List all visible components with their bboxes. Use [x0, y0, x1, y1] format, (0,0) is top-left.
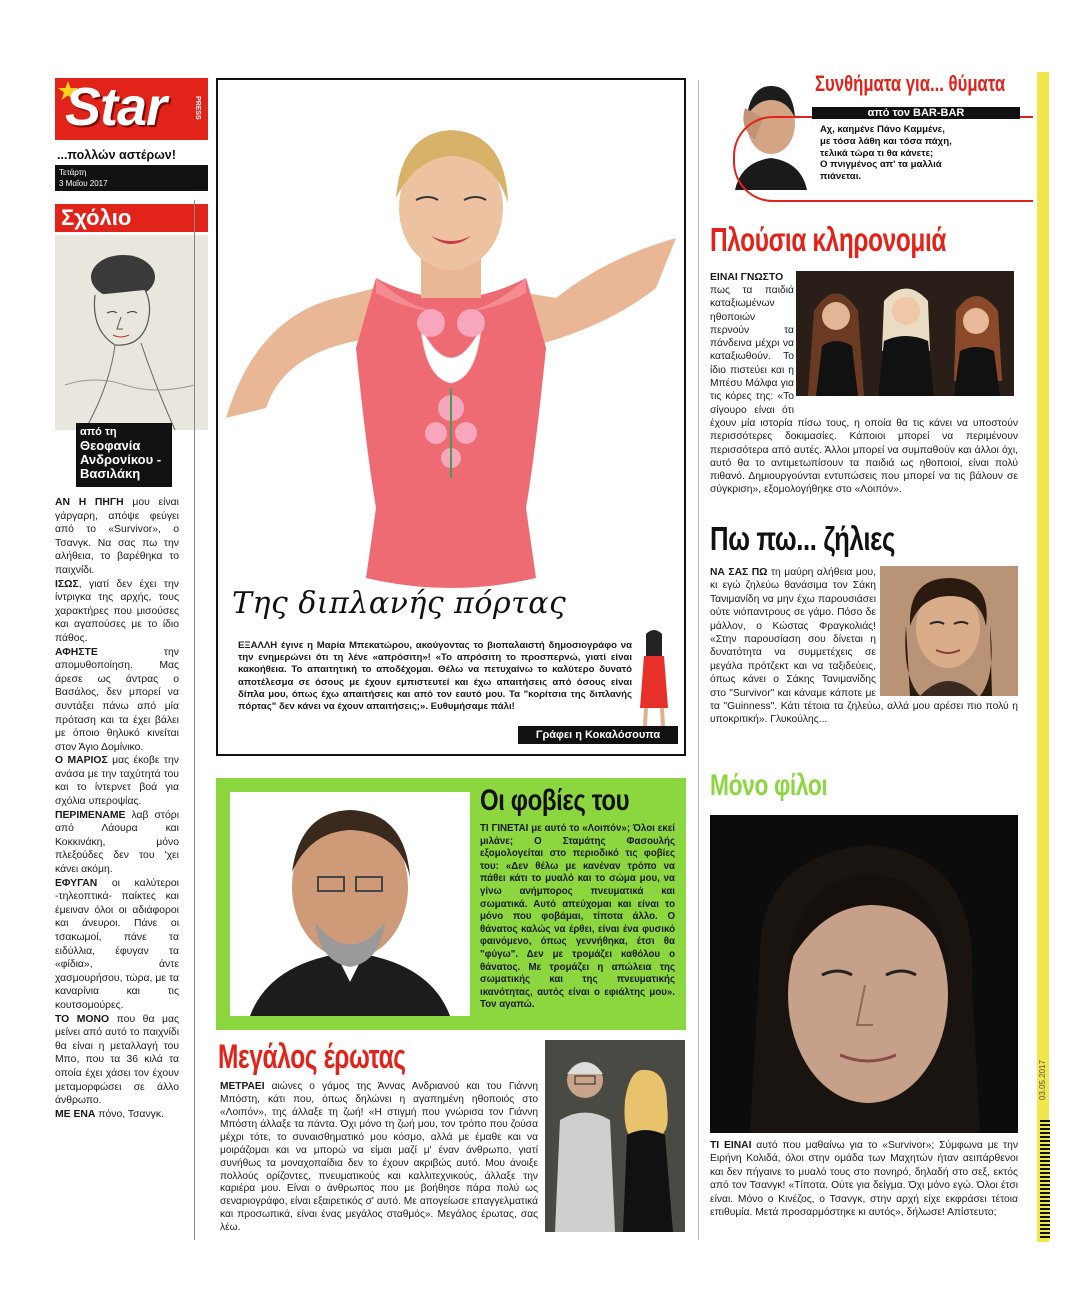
phobias-lead: ΤΙ ΓΙΝΕΤΑΙ [480, 823, 529, 834]
sidebar-paragraph: ΤΟ ΜΟΝΟ που θα μας μείνει από αυτό το παιχνίδι θα είναι η μεταλλαγή του Μπο, που τα 36 κιλά τα οποία έχει χάσει τον έχουν μεταμορφώσει σε άλλο άνθρωπο. [55, 1013, 179, 1107]
love-lead: ΜΕΤΡΑΕΙ [220, 1081, 265, 1092]
feature-text [238, 640, 632, 713]
masthead-tagline: ...πολλών αστέρων! [57, 148, 176, 162]
clues-line: Ο πνιγμένος απ' τα μαλλιά [820, 159, 942, 171]
clues-byline-bar [812, 107, 1020, 119]
sidebar-title-bar [55, 204, 208, 232]
byline-line: Βασιλάκη [80, 466, 141, 481]
logo-text: Star [65, 77, 167, 137]
byline-line: από τη [80, 426, 117, 438]
byline-line: Θεοφανία [80, 438, 141, 453]
friends-lead: ΤΙ ΕΙΝΑΙ [710, 1140, 752, 1151]
sidebar-title: Σχόλιο [61, 205, 132, 230]
sidebar-paragraph: ΙΣΩΣ, γιατί δεν έχει την ίντριγκα της αρχής, τους χαρακτήρες που μισούσες και αγαπούσες με το ίδιο πάθος. [55, 578, 179, 644]
friends-photo [710, 815, 1018, 1133]
love-title: Μεγάλος έρωτας [218, 1038, 406, 1076]
clues-line: με τόσα λάθη και τόσα πάχη, [820, 135, 952, 147]
love-text [220, 1081, 538, 1235]
phobias-text [480, 823, 675, 1012]
feature-credit-bar [518, 726, 678, 744]
love-photo [545, 1040, 685, 1232]
man-portrait-photo-icon [230, 792, 470, 1016]
masthead-day: Τετάρτη [59, 168, 87, 177]
phobias-body: με αυτό το «Λοιπόν»; Όλοι εκεί μιλάνε; Ο Σταμάτης Φασουλής εξομολογείται στο περιοδικό τις φοβίες του: «Δεν θέλω με κανέναν τρόπο να πάθει κάτι το μυαλό και το σώμα μου, να γίνω ανήμπορος πνευματικά και σωματικά. Αυτό απεύχομαι και είναι το μόνο που φοβάμαι, τίποτα άλλο. Ο θάνατος καλώς να έρθει, είναι ένα φυσικό φαινόμενο, όπως γεννήθηκα, έτσι θα "φύγω". Δεν με τρομάζει καθόλου ο θάνατος. Με τρομάζει η απώλεια της σωματικής και της πνευματικής ικανότητας, αυτός είναι ο εφιάλτης μου». Τον αγαπώ. [480, 823, 675, 1011]
envy-title: Πω πω... ζήλιες [710, 520, 896, 557]
edge-date-stamp: 03.05.2017 [1038, 1060, 1047, 1101]
phobias-title: Οι φοβίες του [480, 784, 630, 817]
feature-photo [226, 88, 676, 656]
sidebar-byline-box [76, 423, 172, 487]
edge-barcode [1040, 1120, 1050, 1240]
friends-text [710, 1139, 1018, 1219]
masthead-date-box [55, 165, 208, 191]
sidebar-paragraph: ΑΦΗΣΤΕ την απομυθοποίηση. Μας άρεσε ως άντρας ο Βασάλος, δεν μπορεί να συντάξει πάνω από μία πρόταση και τα έχει βάλει με όποιο θηλυκό κινείται στον Άγιο Δομίνικο. [55, 646, 179, 753]
clues-verse [820, 124, 1020, 183]
feature-box [216, 78, 686, 756]
sidebar-paragraph: ΕΦΥΓΑΝ οι καλύτεροι -τηλεοπτικά- παίκτες και έμειναν όλοι οι αδιάφοροι και άνευροι. Πάνε οι τσακωμοί, πάνε τα ειδύλλια, έφυγαν τα «φίδια», άντε χασμουρήσου, τώρα, με τα καναρίνια και τις κουτσομούρες. [55, 877, 179, 1011]
inheritance-body: πως τα παιδιά καταξιωμένων ηθοποιών περνούν τα πάνδεινα μέχρι να καταξιωθούν. Το ίδιο πιστεύει και η Μπέσυ Μάλφα για τις κόρες της: «Το σίγουρο είναι ότι έχουν μία ιστορία πίσω τους, η οποία θα τις κάνει να υποστούν περισσότερες δοκιμασίες. Κάποιοι μπορεί να περιμένουν περισσότερα από αυτές. Άλλοι μπορεί να συμπαθούν και άλλοι όχι, αυτό θα το αντιμετωπίσουν τα παιδιά ως ηθοποιοί, είναι πολύ πιθανό. Δημιουργούνται εντυπώσεις που μπορεί να τις βάλουν σε σύγκριση», εξομολογήθηκε στο «Λοιπόν». [710, 285, 1018, 496]
feature-lead: ΕΞΑΛΛΗ [238, 640, 278, 651]
clues-byline: από τον BAR-BAR [867, 107, 965, 119]
column-divider [698, 80, 699, 1240]
sidebar-caricature [55, 235, 208, 430]
clues-line: Αχ, καημένε Πάνο Καμμένε, [820, 124, 945, 135]
caricature-drawing-icon [55, 235, 208, 430]
inheritance-text [710, 284, 1018, 497]
inheritance-lead: ΕΙΝΑΙ ΓΝΩΣΤΟ [710, 272, 784, 283]
friends-title: Μόνο φίλοι [710, 769, 828, 802]
woman-close-up-photo-icon [710, 815, 1018, 1133]
phobias-box [216, 778, 686, 1030]
phobias-photo [230, 792, 470, 1016]
logo-badge: PRESS [194, 96, 201, 120]
byline-line: Ανδρονίκου - [80, 452, 162, 467]
sidebar-column-text [55, 496, 179, 1121]
friends-body: αυτό που μαθαίνω για το «Survivor»; Σύμφωνα με την Ειρήνη Κολιδά, όλοι στην ομάδα των Μαχητών ήταν αειπάρθενοι και δεν πήγαινε το μυαλό τους στο πονηρό, δηλαδή στο σεξ, εκτός από τον Τσανγκ! «Τίποτα. Ούτε για δείγμα. Όχι μόνο εγώ. Όλοι έτσι είναι. Μόνο ο Κινέζος, ο Τσανγκ, στην αρχή είχε εκφράσει τέτοια επιθυμία. Μετά προσαρμόστηκε κι αυτός», δήλωσε! Απίστευτο; [710, 1140, 1018, 1219]
column-divider [194, 200, 195, 1240]
clues-line: τελικά τώρα τι θα κάνετε; [820, 147, 934, 159]
feature-handwritten-title: Της διπλανής πόρτας [232, 586, 567, 621]
masthead-date: 3 Μαΐου 2017 [59, 179, 108, 188]
envy-lead: ΝΑ ΣΑΣ ΠΩ [710, 567, 768, 578]
envy-text [710, 566, 1018, 727]
feature-credit: Γράφει η Κοκαλόσουπα [535, 729, 661, 741]
sidebar-paragraph: Ο ΜΑΡΙΟΣ μας έκοβε την ανάσα με την ταχύτητά του και το ίντερνετ βοά για σχόλια υπεροψίας. [55, 755, 179, 808]
love-body: αιώνες ο γάμος της Άννας Ανδριανού και του Γιάννη Μπόστη, κάτι που, όπως δηλώνει η αγαπημένη ηθοποιός στο «Λοιπόν», της άλλαξε τη ζωή! «Η στιγμή που γνώρισα τον Γιάννη Μπόστη άλλαξε τα πάντα. Όχι μόνο τη ζωή μου, τον τρόπο που ζούσα μέχρι τότε, το συναισθηματικό μου κόσμο, αλλά με έμαθε και να μοιράζομαι και να μπορώ να είμαι μαζί μ' έναν άνθρωπο, γιατί συνήθως τα μοναχοπαίδια δεν το έχουν ακριβώς αυτό. Μου άνοιξε πολλούς ορίζοντες, πνευματικούς και καλλιτεχνικούς, άλλαξε την καριέρα μου. Είναι ο άνθρωπος που με βοήθησε πάρα πολύ ως σεναριογράφο, είναι εξαιρετικός σ' αυτό. Με απογείωσε επαγγελματικά και προσωπικά, είναι ένας μεγάλος σταθμός». Μεγάλος έρωτας, σας λέω. [220, 1081, 538, 1233]
inheritance-title: Πλούσια κληρονομιά [710, 221, 947, 258]
masthead-logo [55, 78, 208, 140]
clues-title: Συνθήματα για... θύματα [815, 71, 1006, 96]
feature-body: έγινε η Μαρία Μπεκατώρου, ακούγοντας το βιοπαλαιστή δημοσιογράφο να την ενημερώνει ότι τη λένε «απρόσιτη»! «Το απρόσιτη το προσπερνώ, γιατί είναι κακοήθεια. Το απαιτητική το αποδέχομαι. Θέλω να πετυχαίνω το καλύτερο δυνατό αποτέλεσμα σε όσους με έχουν εμπιστευτεί και έχω απαιτήσεις από όσους είναι δίπλα μου, όπως έχω απαιτήσεις και από τον εαυτό μου. Τα "κορίτσια της διπλανής πόρτας" δεν κάνει να έχουν απαιτήσεις;». Ευθυμήσαμε πάλι! [238, 640, 632, 713]
envy-body: τη μαύρη αλήθεια μου, κι εγώ ζηλεύω θανάσιμα τον Σάκη Τανιμανίδη να μην έχω παρουσιάσει ούτε νιόπαντρους σε γάμο. Πόσο δε μάλλον, ο Κώστας Φραγκολιάς! «Στην παρουσίαση σου δίνεται η δυνατότητα να συμμετέχεις σε μεγάλα πρότζεκτ και να ταξιδεύεις, όπως κάνει ο Σάκης Τανιμανίδης στο "Survivor" και κάναμε κάποτε με τα "Guinness". Κάτι τέτοια τα ζηλεύω, αλλά μου αρέσει πιο πολύ η υποκριτική». Γλυκούλης... [710, 567, 1018, 726]
sidebar-paragraph: ΑΝ Η ΠΗΓΗ μου είναι γάργαρη, απόψε φεύγει από το «Survivor», ο Τσανγκ. Να σας πω την αλήθεια, το βαρέθηκα το παιχνίδι. [55, 497, 179, 576]
sidebar-paragraph: ΜΕ ΕΝΑ πόνο, Τσανγκ. [55, 1108, 164, 1120]
clues-line: πιάνεται. [820, 171, 862, 183]
sidebar-paragraph: ΠΕΡΙΜΕΝΑΜΕ λαβ στόρι από Λάουρα και Κοκκινάκη, μόνο πλεξούδες δεν του 'χει κάνει ακόμη. [55, 809, 179, 876]
couple-photo-icon [545, 1040, 685, 1232]
woman-pink-dress-photo-icon [226, 88, 676, 656]
